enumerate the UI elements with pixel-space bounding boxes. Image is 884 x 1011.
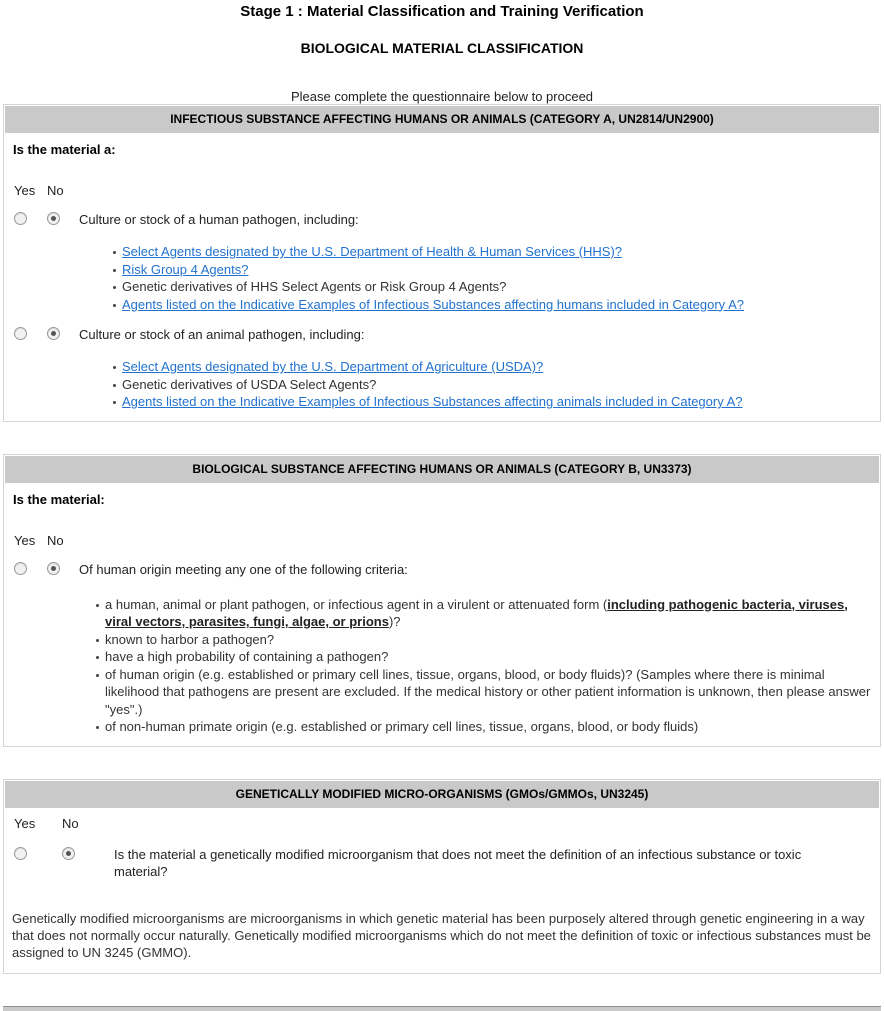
criterion-text: of human origin (e.g. established or primary cell lines, tissue, organs, blood, or body fluids)? (Samples where there is minimal likelihood that pathogens are present are excluded. If the medical history or other patient information is unknown, then please answer "yes".) — [105, 666, 871, 717]
section-category-a-header: INFECTIOUS SUBSTANCE AFFECTING HUMANS OR ANIMALS (CATEGORY A, UN2814/UN2900) — [5, 106, 879, 133]
section-gmo — [3, 779, 881, 974]
gmo-q1-no-radio[interactable] — [62, 847, 75, 860]
question-row-gmo — [14, 846, 880, 880]
cat-a-q1-yes-radio[interactable] — [14, 212, 27, 225]
criterion-emphasis: including pathogenic bacteria, viruses, viral vectors, parasites, fungi, algae, or prions — [105, 596, 848, 629]
section-a-prompt: Is the material a: — [13, 142, 116, 157]
list-item — [112, 296, 872, 314]
cat-b-q1-yes-radio[interactable] — [14, 562, 27, 575]
instruction-text: Please complete the questionnaire below to proceed — [290, 89, 594, 104]
section-a-yes-no-labels — [14, 183, 880, 198]
link-indicative-examples-animals[interactable]: Agents listed on the Indicative Examples of Infectious Substances affecting animals included in Category A? — [122, 394, 743, 409]
yes-column-label: Yes — [14, 183, 36, 198]
human-pathogen-list — [4, 243, 880, 313]
animal-pathogen-list — [4, 358, 880, 411]
list-item — [112, 393, 872, 411]
list-item — [112, 243, 872, 261]
list-item — [112, 358, 872, 376]
section-gmo-yes-no-labels — [14, 816, 880, 831]
gmo-q1-yes-radio[interactable] — [14, 847, 27, 860]
page-subtitle: BIOLOGICAL MATERIAL CLASSIFICATION — [300, 40, 584, 56]
page-title: Stage 1 : Material Classification and Training Verification — [240, 3, 644, 20]
criterion-text: have a high probability of containing a pathogen? — [105, 649, 389, 664]
list-item — [112, 278, 872, 296]
list-item — [95, 666, 872, 719]
list-item — [95, 648, 872, 666]
section-category-b — [3, 454, 881, 747]
gmo-definition-note: Genetically modified microorganisms are microorganisms in which genetic material has been purposely altered through genetic engineering in a way that does not normally occur naturally. Genetically modified microorganisms which do not meet the definition of toxic or infectious substances must be assigned to UN 3245 (GMMO). — [12, 910, 871, 960]
question-text: Of human origin meeting any one of the following criteria: — [79, 561, 408, 577]
item-genetic-derivatives-usda: Genetic derivatives of USDA Select Agents? — [122, 376, 377, 392]
yes-column-label: Yes — [14, 532, 36, 548]
yes-column-label: Yes — [14, 815, 36, 831]
section-category-b-header: BIOLOGICAL SUBSTANCE AFFECTING HUMANS OR ANIMALS (CATEGORY B, UN3373) — [5, 456, 879, 483]
list-item — [95, 596, 872, 631]
criterion-text: of non-human primate origin (e.g. established or primary cell lines, tissue, organs, blood, or body fluids) — [105, 719, 699, 734]
item-genetic-derivatives-hhs: Genetic derivatives of HHS Select Agents or Risk Group 4 Agents? — [122, 279, 507, 294]
question-text: Culture or stock of an animal pathogen, including: — [79, 327, 365, 342]
section-gmo-header: GENETICALLY MODIFIED MICRO-ORGANISMS (GMOs/GMMOs, UN3245) — [5, 781, 879, 808]
section-b-prompt: Is the material: — [13, 491, 105, 507]
question-text: Culture or stock of a human pathogen, including: — [79, 212, 359, 227]
question-text: Is the material a genetically modified microorganism that does not meet the definition of an infectious substance or toxic material? — [114, 846, 802, 879]
page-header — [0, 3, 884, 104]
category-b-criteria-list — [4, 596, 880, 736]
list-item — [112, 261, 872, 279]
no-column-label: No — [62, 815, 79, 831]
cat-a-q2-yes-radio[interactable] — [14, 327, 27, 340]
cat-a-q2-no-radio[interactable] — [47, 327, 60, 340]
no-column-label: No — [47, 532, 64, 548]
question-row-human-pathogen — [14, 211, 880, 228]
criterion-suffix: )? — [388, 614, 401, 629]
criterion-text: a human, animal or plant pathogen, or infectious agent in a virulent or attenuated form ( — [105, 596, 608, 612]
cat-a-q1-no-radio[interactable] — [47, 212, 60, 225]
link-hhs-select-agents[interactable]: Select Agents designated by the U.S. Department of Health & Human Services (HHS)? — [122, 244, 623, 259]
criterion-text: known to harbor a pathogen? — [105, 631, 275, 647]
no-column-label: No — [47, 183, 64, 198]
link-indicative-examples-humans[interactable]: Agents listed on the Indicative Examples of Infectious Substances affecting humans included in Category A? — [122, 296, 744, 312]
question-row-human-origin — [14, 561, 880, 578]
list-item — [95, 631, 872, 649]
list-item — [95, 718, 872, 736]
section-category-a — [3, 104, 881, 422]
question-row-animal-pathogen — [14, 326, 880, 343]
next-section-header-partial — [3, 1006, 881, 1011]
cat-b-q1-no-radio[interactable] — [47, 562, 60, 575]
link-risk-group-4[interactable]: Risk Group 4 Agents? — [122, 261, 249, 277]
section-b-yes-no-labels — [14, 533, 880, 548]
list-item — [112, 376, 872, 394]
link-usda-select-agents[interactable]: Select Agents designated by the U.S. Department of Agriculture (USDA)? — [122, 359, 544, 374]
